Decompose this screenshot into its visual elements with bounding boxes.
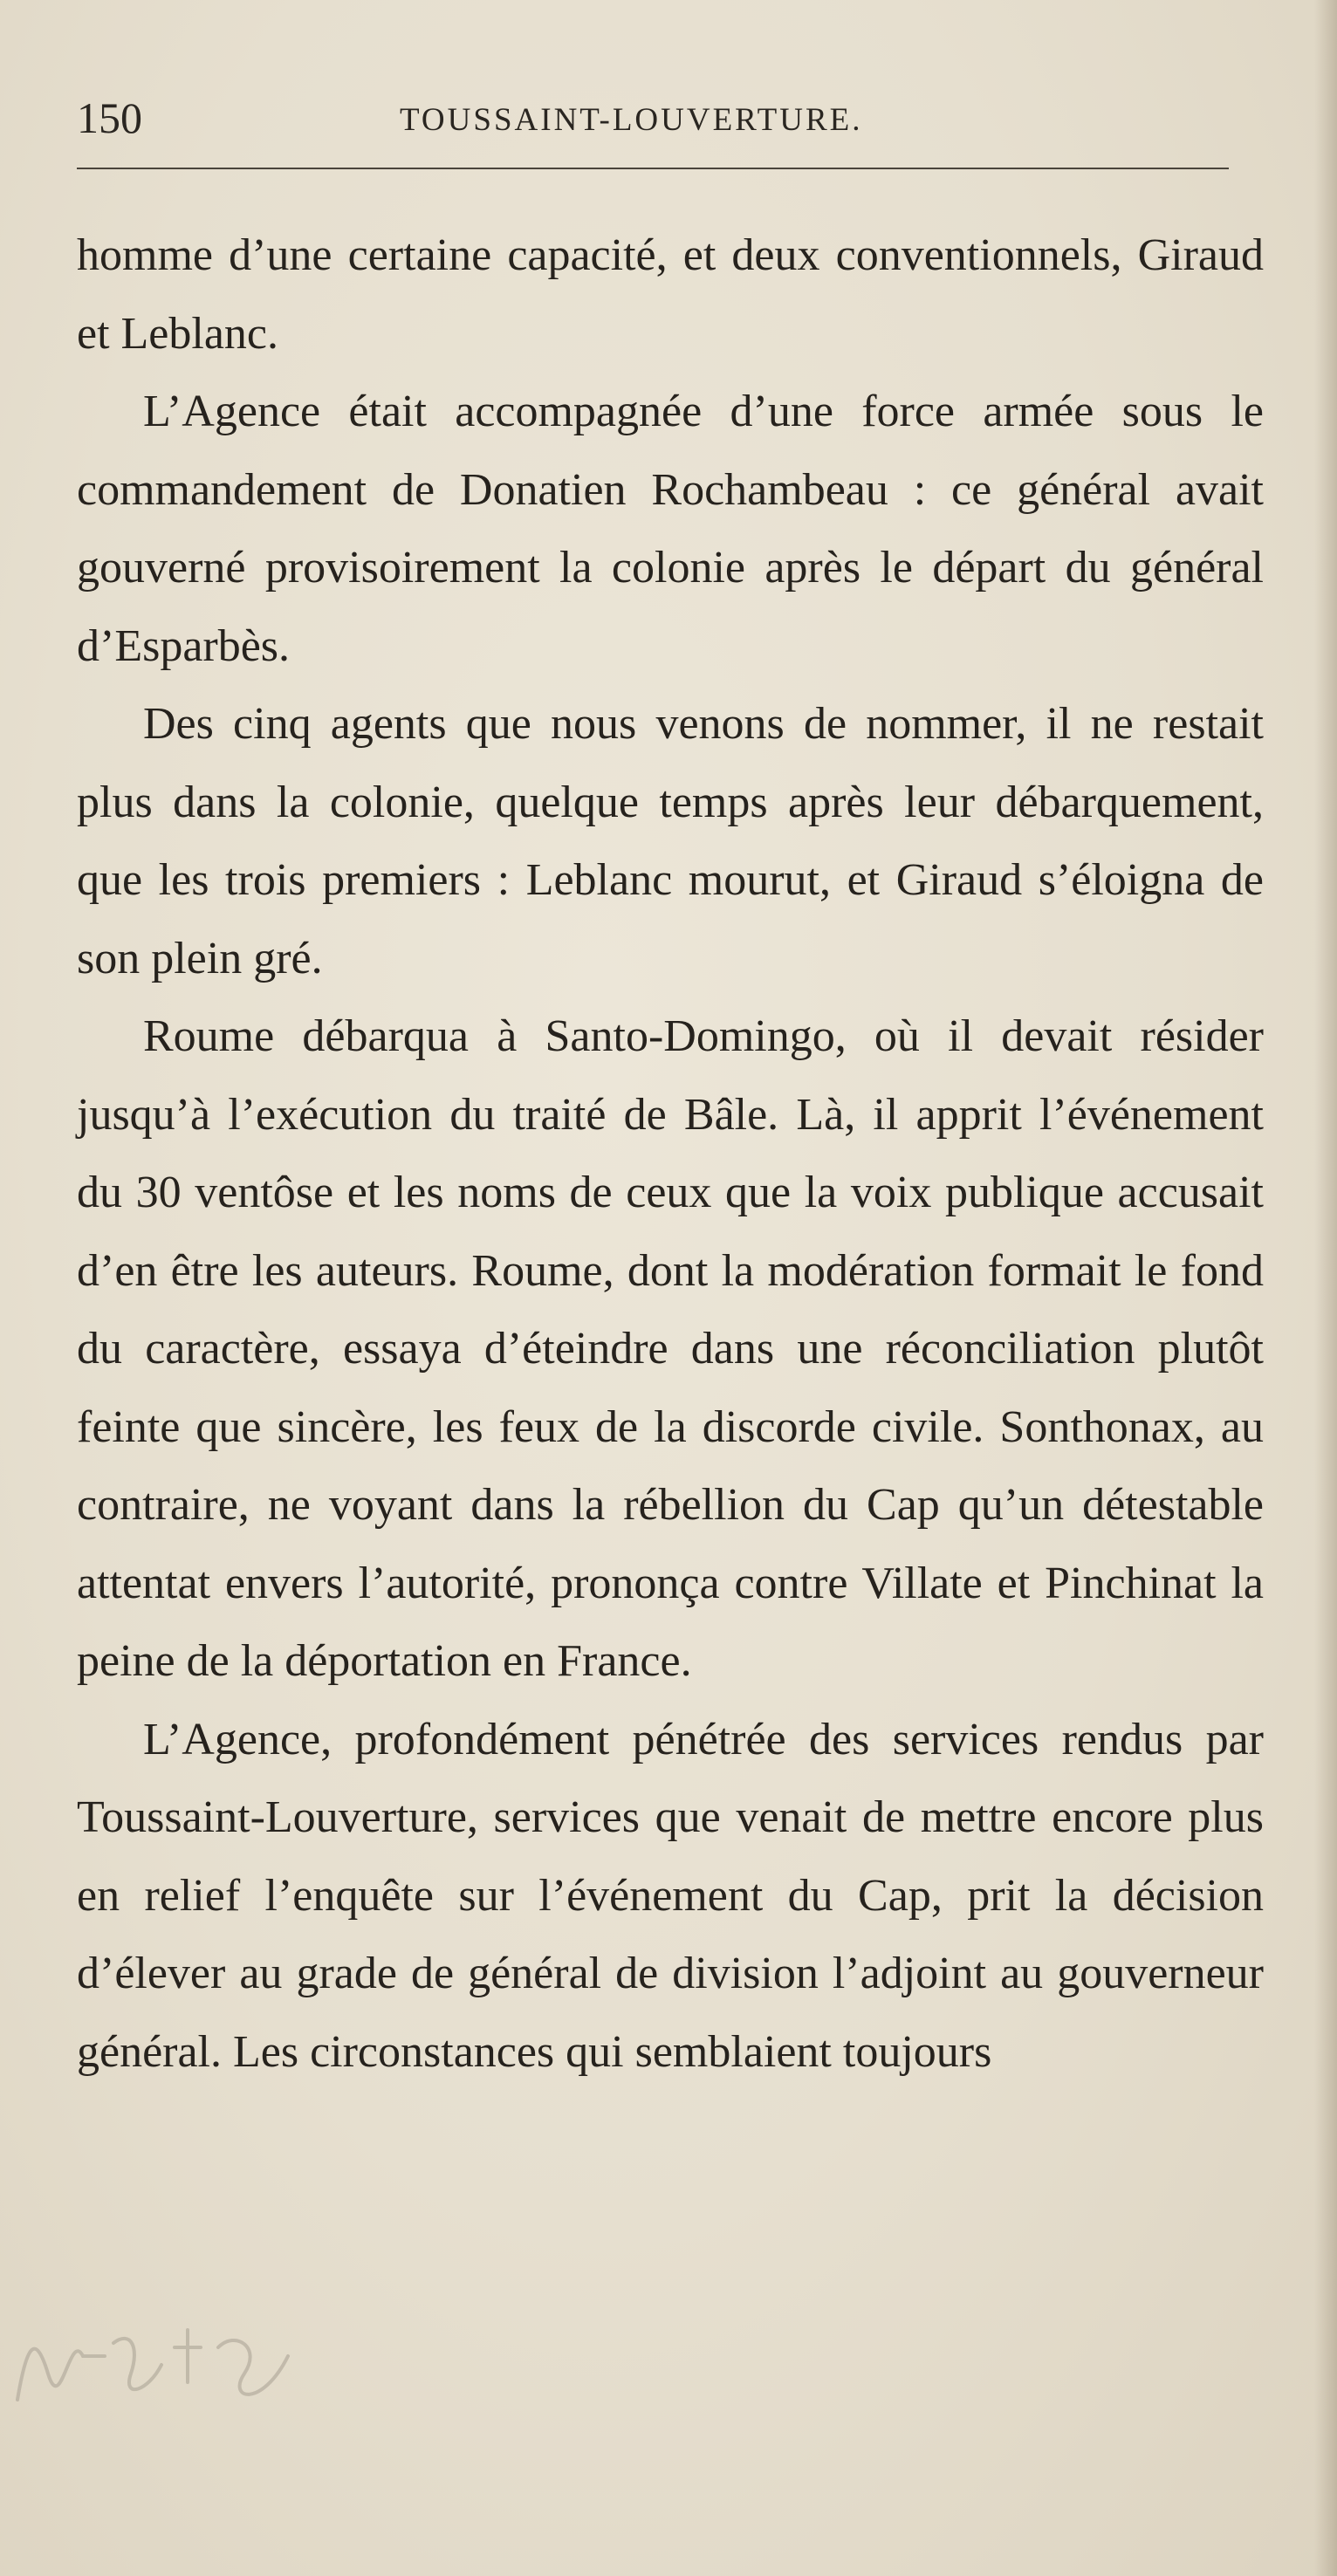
handwritten-pencil-note bbox=[0, 2295, 367, 2435]
paragraph: Roume débarqua à Santo-Domingo, où il devait résider jusqu’à l’exécution du traité de Bâle. Là, il apprit l’événement du 30 ventôse et les noms de ceux que la voix publique accusait d’en être les auteurs. Roume, dont la modération formait le fond du caractère, essaya d’éteindre dans une réconciliation plutôt feinte que sincère, les feux de la discorde civile. Sonthonax, au contraire, ne voyant dans la rébellion du Cap qu’un détestable attentat envers l’autorité, prononça contre Villate et Pinchinat la peine de la déportation en France. bbox=[77, 1011, 1264, 1686]
running-head: TOUSSAINT-LOUVERTURE. bbox=[400, 102, 863, 138]
paragraph: L’Agence, profondément pénétrée des services rendus par Toussaint-Louverture, services que venait de mettre encore plus en relief l’enquête sur l’événement du Cap, prit la décision d’élever au grade de général de division l’adjoint au gouverneur général. Les circonstances qui semblaient toujours bbox=[77, 1714, 1264, 2077]
page-header bbox=[77, 84, 1229, 154]
paragraph: Des cinq agents que nous venons de nommer, il ne restait plus dans la colonie, quelque temps après leur débarquement, que les trois premiers : Leblanc mourut, et Giraud s’éloigna de son plein gré. bbox=[77, 699, 1264, 983]
header-rule bbox=[77, 168, 1229, 169]
paragraph-continuation: homme d’une certaine capacité, et deux conventionnels, Giraud et Leblanc. bbox=[77, 230, 1264, 359]
paragraph: L’Agence était accompagnée d’une force armée sous le commandement de Donatien Rochambeau : ce général avait gouverné provisoirement la colonie après le départ du général d’Esparbès. bbox=[77, 387, 1264, 671]
page-edge-shadow bbox=[1314, 0, 1337, 2576]
page-number: 150 bbox=[77, 93, 142, 142]
body-text bbox=[77, 216, 1264, 2091]
